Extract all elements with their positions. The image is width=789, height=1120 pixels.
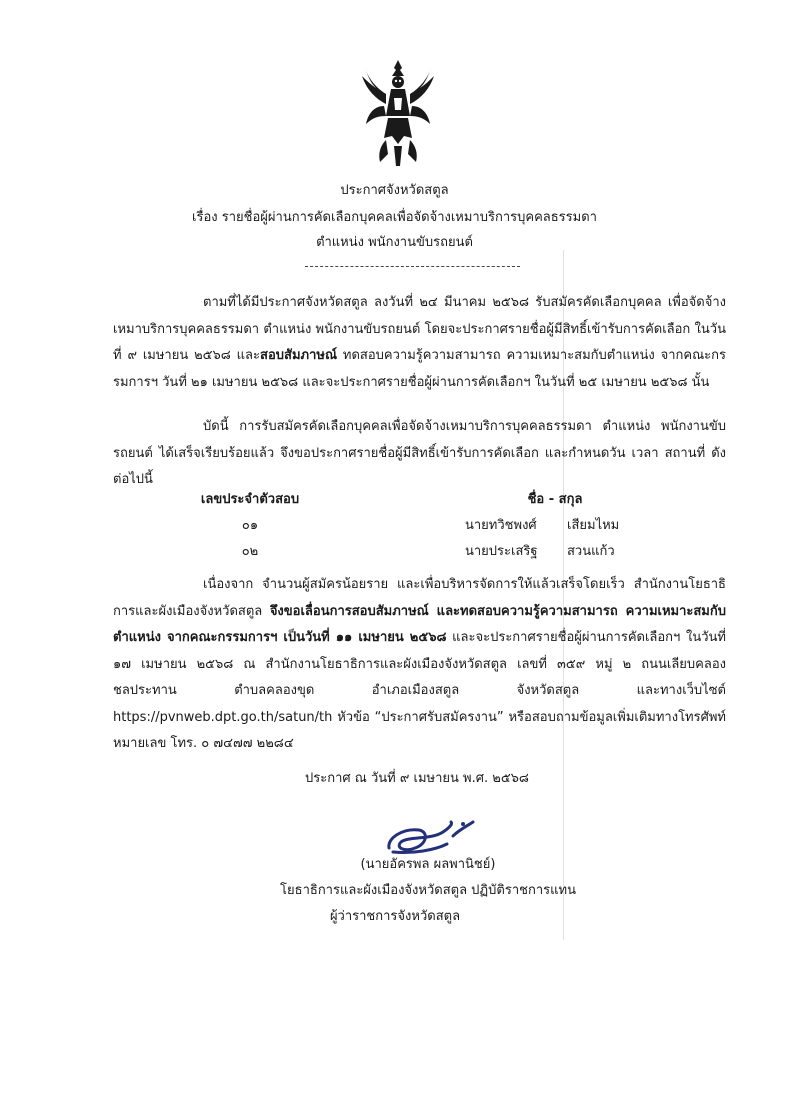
announcement-title: ประกาศจังหวัดสตูล (340, 183, 449, 198)
first-name: นายประเสริฐ (465, 544, 538, 559)
paragraph-postponement: เนื่องจาก จำนวนผู้สมัครน้อยราย และเพื่อบริหารจัดการให้แล้วเสร็จโดยเร็ว สำนักงานโยธาธิการและผังเมืองจังหวัดสตูล จึงขอเลื่อนการสอบสัมภาษณ์ และทดสอบความรู้ความสามารถ ความเหมาะสมกับตำแหน่ง จากคณะกรรมการฯ เป็นวันที่ ๑๑ เมษายน ๒๕๖๘ และจะประกาศรายชื่อผู้ผ่านการคัดเลือกฯ ในวันที่ ๑๗ เมษายน ๒๕๖๘ ณ สำนักงานโยธาธิการและผังเมืองจังหวัดสตูล เลขที่ ๓๕๙ หมู่ ๒ ถนนเลียบคลองชลประทาน ตำบลคลองขุด อำเภอเมืองสตูล จังหวัดสตูล และทางเว็บไซต์ https://pvnweb.dpt.go.th/satun/th หัวข้อ “ประกาศรับสมัครงาน” หรือสอบถามข้อมูลเพิ่มเติมทางโทรศัพท์หมายเลข โทร. ๐ ๗๔๗๗ ๒๒๘๔ (113, 577, 727, 751)
garuda-emblem-icon (358, 58, 438, 170)
last-name: เสียมไหม (567, 518, 620, 533)
announcement-date: ประกาศ ณ วันที่ ๙ เมษายน พ.ศ. ๒๕๖๘ (305, 771, 529, 786)
exam-id: ๐๒ (241, 544, 259, 559)
last-name: สวนแก้ว (567, 544, 615, 559)
page-fold-line (563, 250, 564, 940)
signer-name: (นายอัครพล ผลพานิชย์) (360, 857, 496, 872)
paragraph-background: ตามที่ได้มีประกาศจังหวัดสตูล ลงวันที่ ๒๔ มีนาคม ๒๕๖๘ รับสมัครคัดเลือกบุคคล เพื่อจัดจ้างเหมาบริการบุคคลธรรมดา ตำแหน่ง พนักงานขับรถยนต์ โดยจะประกาศรายชื่อผู้มีสิทธิ์เข้ารับการคัดเลือก ในวันที่ ๙ เมษายน ๒๕๖๘ และสอบสัมภาษณ์ ทดสอบความรู้ความสามารถ ความเหมาะสมกับตำแหน่ง จากคณะกรรมการฯ วันที่ ๒๑ เมษายน ๒๕๖๘ และจะประกาศรายชื่อผู้ผ่านการคัดเลือกฯ ในวันที่ ๒๕ เมษายน ๒๕๖๘ นั้น (113, 295, 726, 390)
candidate-table (180, 493, 640, 571)
table-header (180, 493, 640, 519)
table-row (180, 545, 640, 571)
header-exam-id: เลขประจำตัวสอบ (200, 492, 300, 507)
paragraph-now: บัดนี้ การรับสมัครคัดเลือกบุคคลเพื่อจัดจ้างเหมาบริการบุคคลธรรมดา ตำแหน่ง พนักงานขับรถยนต์ ได้เสร็จเรียบร้อยแล้ว จึงขอประกาศรายชื่อผู้มีสิทธิ์เข้ารับการคัดเลือก และกำหนดวัน เวลา สถานที่ ดังต่อไปนี้ (113, 419, 726, 487)
exam-id: ๐๑ (241, 518, 259, 533)
divider (305, 266, 520, 267)
announcement-position: ตำแหน่ง พนักงานขับรถยนต์ (316, 235, 473, 250)
first-name: นายทวิชพงศ์ (465, 518, 537, 533)
table-row (180, 519, 640, 545)
signer-title-2: ผู้ว่าราชการจังหวัดสตูล (329, 909, 461, 924)
signature-icon (383, 814, 483, 860)
announcement-subject: เรื่อง รายชื่อผู้ผ่านการคัดเลือกบุคคลเพื่อจัดจ้างเหมาบริการบุคคลธรรมดา (192, 210, 597, 225)
signer-title: โยธาธิการและผังเมืองจังหวัดสตูล ปฏิบัติราชการแทน (280, 883, 576, 898)
header-full-name: ชื่อ - สกุล (527, 492, 583, 507)
